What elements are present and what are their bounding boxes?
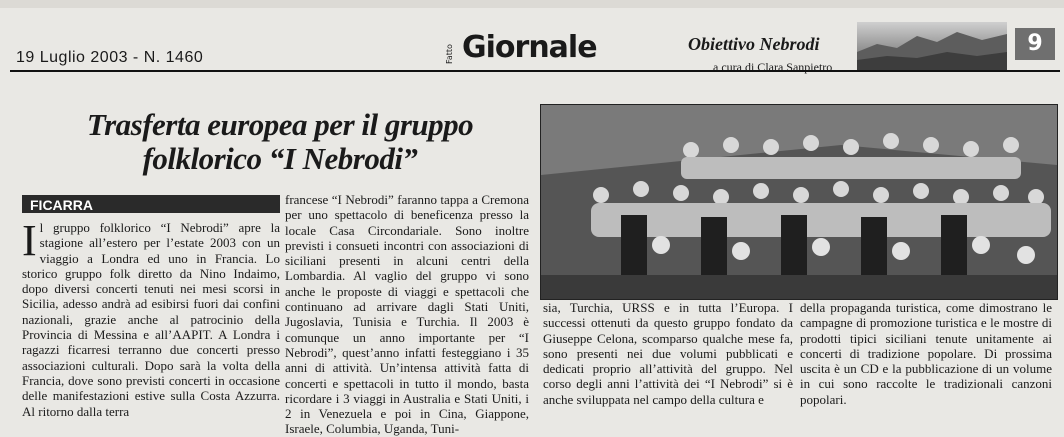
article-headline <box>40 108 520 176</box>
group-photo <box>540 104 1058 300</box>
section-byline: a cura di Clara Sanpietro <box>713 60 833 74</box>
page-number: 9 <box>1027 31 1043 56</box>
header-landscape-photo <box>857 22 1007 70</box>
article-column-2: francese “I Nebrodi” faranno tappa a Cremona per uno spettacolo di beneficenza presso la locale Casa Circondariale. Sono inoltre previsti i consueti incontri con associazioni di siciliani presenti in alcuni centri della Lombardia. Al vaglio del gruppo vi sono anche le proposte di viaggi e spettacoli che continuano ad arrivare dagli Stati Uniti, Jugoslavia, Tunisia e Turchia. Il 2003 è comunque un anno importante per “I Nebrodi”, quest’anno infatti festeggiano i 35 anni di attività. Un’intensa attività fatta di concerti e spettacoli in tutto il mondo, basta ricordare i 3 viaggi in Australia e Stati Uniti, i 2 in Venezuela e poi in Cina, Giappone, Israele, Columbia, Uganda, Tuni- <box>285 192 529 437</box>
logo-wordmark: Giornale <box>462 30 597 65</box>
folk-group-photo-illustration <box>541 105 1057 299</box>
headline-line-2: folklorico “I Nebrodi” <box>142 141 418 176</box>
village-illustration <box>857 22 1007 70</box>
newspaper-logo <box>446 30 626 68</box>
dateline: 19 Luglio 2003 - N. 1460 <box>16 49 204 66</box>
section-title: Obiettivo Nebrodi <box>688 34 820 54</box>
drop-cap: I <box>22 216 37 265</box>
logo-prefix: Fatto <box>445 44 454 64</box>
article-column-3: sia, Turchia, URSS e in tutta l’Europa. I successi ottenuti da questo gruppo fondato da Giuseppe Celona, scomparso qualche mese fa, sono presenti nei due volumi pubblicati e dedicati proprio all’attività del gruppo. Nel corso degli anni l’attività dei “I Nebrodi” si è anche sviluppata nel campo della cultura e <box>543 300 793 407</box>
scan-top-strip <box>0 0 1064 8</box>
headline-line-1: Trasferta europea per il gruppo <box>86 107 474 142</box>
article-column-4: della propaganda turistica, come dimostrano le campagne di promozione turistica e le mostre di prodotti tipici siciliani tenute unitamente ai concerti di tradizione popolare. Di prossima uscita è un CD e la pubblicazione di un volume in cui sono raccolte le tradizionali canzoni popolari. <box>800 300 1052 407</box>
header-rule <box>10 70 1060 72</box>
column-1-text: l gruppo folklorico “I Nebrodi” apre la stagione all’estero per l’estate 2003 con un viaggio a Londra ed uno in Francia. Lo storico gruppo folk diretto da Nino Indaimo, dopo diversi concerti tenuti nei mesi scorsi in Sicilia, adesso andrà ad esibirsi fuori dai confini nazionali, grazie anche al patrocinio della Provincia di Messina e all’AAPIT. A Londra i ragazzi ficarresi terranno due concerti presso associazioni culturali. Dopo sarà la volta della Francia, dove sono previsti concerti in occasione delle manifestazioni estive sulla Costa Azzurra. Al ritorno dalla terra <box>22 220 280 419</box>
article-column-1 <box>22 216 280 419</box>
location-tag: FICARRA <box>30 197 93 213</box>
